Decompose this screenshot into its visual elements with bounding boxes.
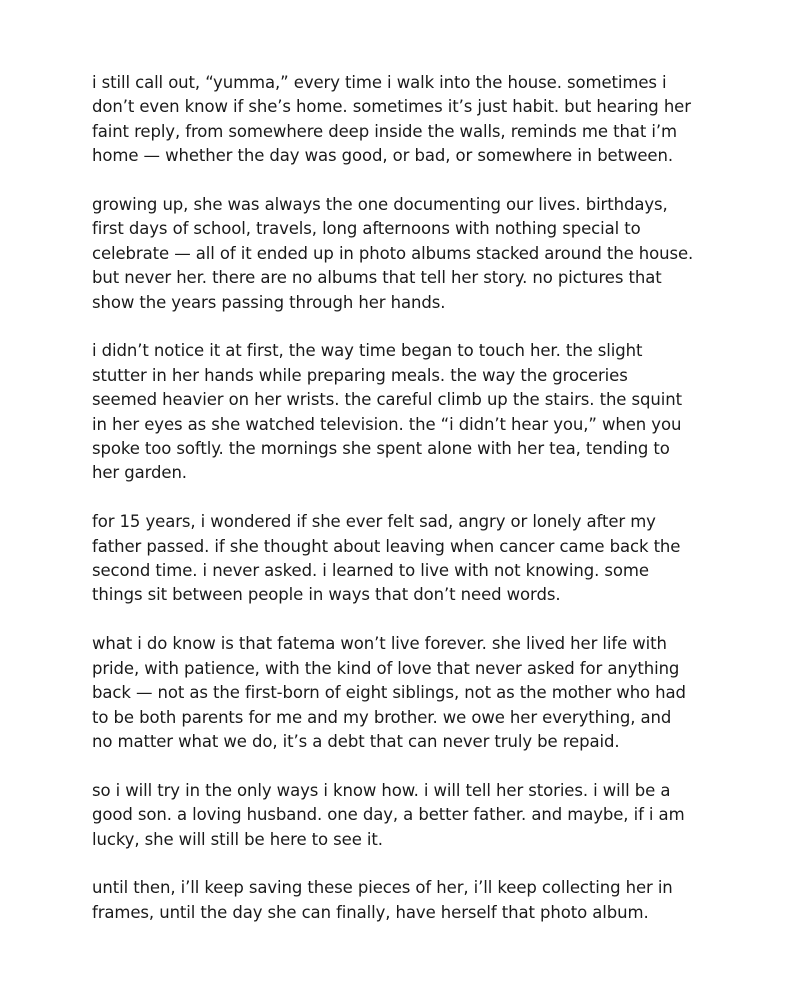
text-line: seemed heavier on her wrists. the careful climb up the stairs. the squint [92,390,682,410]
text-line: second time. i never asked. i learned to live with not knowing. some [92,561,649,581]
paragraph-5 [92,632,732,754]
paragraph-4 [92,510,732,608]
text-line: so i will try in the only ways i know how. i will tell her stories. i will be a [92,780,671,800]
text-line: until then, i’ll keep saving these pieces of her, i’ll keep collecting her in [92,878,673,898]
paragraph-7 [92,876,732,925]
text-line: but never her. there are no albums that tell her story. no pictures that [92,268,662,288]
text-line: i didn’t notice it at first, the way time began to touch her. the slight [92,341,643,361]
text-line: what i do know is that fatema won’t live forever. she lived her life with [92,634,667,654]
paragraph-1 [92,71,732,169]
text-line: home — whether the day was good, or bad, or somewhere in between. [92,146,673,166]
text-line: celebrate — all of it ended up in photo albums stacked around the house. [92,243,694,263]
text-line: growing up, she was always the one documenting our lives. birthdays, [92,195,668,215]
letter-body [92,71,732,950]
text-line: no matter what we do, it’s a debt that can never truly be repaid. [92,731,620,751]
text-line: good son. a loving husband. one day, a better father. and maybe, if i am [92,805,685,825]
text-line: father passed. if she thought about leaving when cancer came back the [92,536,681,556]
text-line: stutter in her hands while preparing meals. the way the groceries [92,365,628,385]
text-line: in her eyes as she watched television. the “i didn’t hear you,” when you [92,414,682,434]
text-line: i still call out, “yumma,” every time i walk into the house. sometimes i [92,73,667,92]
text-line: spoke too softly. the mornings she spent alone with her tea, tending to [92,439,670,459]
text-line: first days of school, travels, long afternoons with nothing special to [92,219,641,239]
text-line: to be both parents for me and my brother. we owe her everything, and [92,707,672,727]
text-line: show the years passing through her hands. [92,292,446,312]
text-line: faint reply, from somewhere deep inside the walls, reminds me that i’m [92,121,677,141]
text-line: don’t even know if she’s home. sometimes it’s just habit. but hearing her [92,97,691,117]
text-line: back — not as the first-born of eight siblings, not as the mother who had [92,683,686,703]
text-line: for 15 years, i wondered if she ever felt sad, angry or lonely after my [92,512,656,532]
text-line: lucky, she will still be here to see it. [92,829,383,849]
paragraph-3 [92,339,732,485]
text-line: things sit between people in ways that don’t need words. [92,585,561,605]
paragraph-2 [92,193,732,315]
text-line: pride, with patience, with the kind of love that never asked for anything [92,658,680,678]
text-line: frames, until the day she can finally, have herself that photo album. [92,902,649,922]
paragraph-6 [92,779,732,852]
text-line: her garden. [92,463,187,483]
